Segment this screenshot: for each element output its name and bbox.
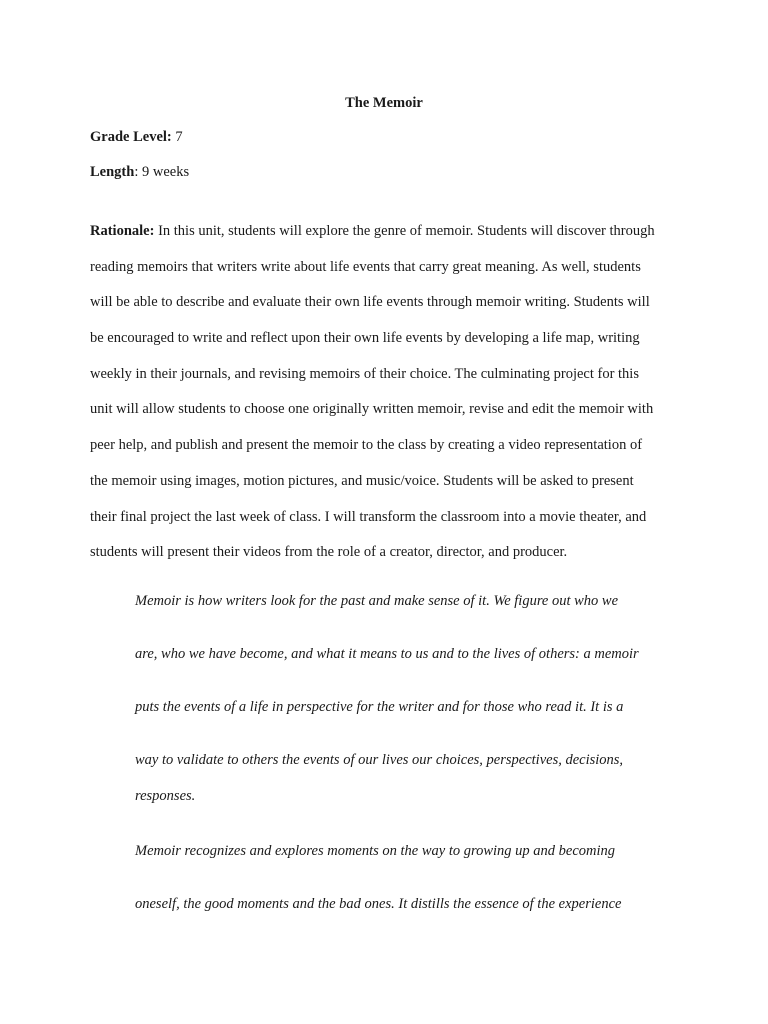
- quote-line: way to validate to others the events of our lives our choices, perspectives, decisions,: [135, 751, 624, 768]
- rationale-line: reading memoirs that writers write about life events that carry great meaning. As well, students: [90, 258, 641, 275]
- quote-line: oneself, the good moments and the bad ones. It distills the essence of the experience: [135, 896, 622, 912]
- length-field: [90, 162, 189, 182]
- rationale-paragraph: [90, 214, 690, 571]
- rationale-line: Rationale: In this unit, students will explore the genre of memoir. Students will discover through: [90, 223, 655, 239]
- rationale-line: peer help, and publish and present the memoir to the class by creating a video representation of: [90, 437, 643, 454]
- rationale-line: unit will allow students to choose one originally written memoir, revise and edit the memoir with: [90, 401, 654, 418]
- block-quote-1: [135, 591, 675, 806]
- block-quote-2: [135, 841, 675, 914]
- length-label: Length: [90, 164, 135, 180]
- quote-line: Memoir is how writers look for the past and make sense of it. We figure out who we: [135, 593, 619, 609]
- grade-level-value: 7: [171, 129, 183, 145]
- quote-line: puts the events of a life in perspective for the writer and for those who read it. It is a: [135, 698, 624, 715]
- document-title: The Memoir: [345, 95, 423, 111]
- length-value: : 9 weeks: [134, 164, 190, 180]
- rationale-line: their final project the last week of class. I will transform the classroom into a movie theater, and: [90, 508, 647, 525]
- grade-level-label: Grade Level:: [90, 129, 172, 145]
- rationale-line: will be able to describe and evaluate their own life events through memoir writing. Students will: [90, 294, 650, 311]
- quote-line: are, who we have become, and what it means to us and to the lives of others: a memoir: [135, 645, 639, 662]
- rationale-label: Rationale:: [90, 223, 155, 239]
- quote-line: Memoir recognizes and explores moments on the way to growing up and becoming: [135, 843, 616, 859]
- rationale-line: the memoir using images, motion pictures, and music/voice. Students will be asked to present: [90, 472, 634, 489]
- rationale-line: be encouraged to write and reflect upon their own life events by developing a life map, writing: [90, 330, 640, 347]
- grade-level-field: [90, 127, 183, 147]
- rationale-line: students will present their videos from the role of a creator, director, and producer.: [90, 544, 568, 561]
- quote-line: responses.: [135, 787, 196, 804]
- rationale-line: weekly in their journals, and revising memoirs of their choice. The culminating project for this: [90, 365, 639, 382]
